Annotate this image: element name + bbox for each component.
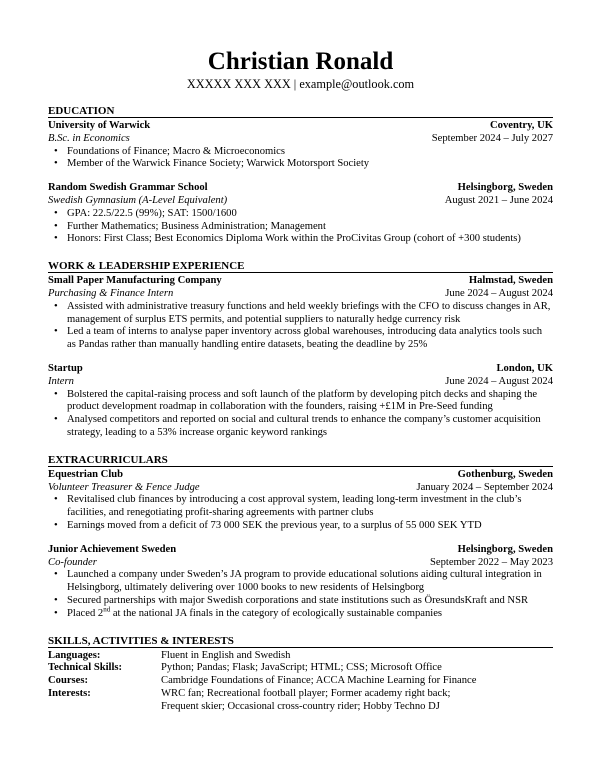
contact-line: XXXXX XXX XXX | example@outlook.com bbox=[186, 77, 415, 91]
skill-label: Technical Skills: bbox=[48, 662, 123, 674]
skill-value: Fluent in English and Swedish bbox=[161, 649, 291, 661]
org-name: Small Paper Manufacturing Company bbox=[48, 275, 222, 287]
education-entry-warwick bbox=[48, 120, 553, 171]
org-location: Helsingborg, Sweden bbox=[457, 543, 553, 555]
list-item: • Member of the Warwick Finance Society; Warwick Motorsport Society bbox=[67, 158, 553, 171]
bullet-list bbox=[48, 389, 553, 440]
section-title-skills: SKILLS, ACTIVITIES & INTERESTS bbox=[48, 635, 553, 648]
org-location: Halmstad, Sweden bbox=[468, 275, 553, 287]
org-name: Startup bbox=[48, 362, 83, 374]
list-item: • GPA: 22.5/22.5 (99%); SAT: 1500/1600 bbox=[67, 208, 553, 221]
list-item: • Analysed competitors and reported on social and cultural trends to enhance the company’s customer acquisition strategy, leading to a 53% increase organic keyword rankings bbox=[67, 414, 553, 440]
org-location: Coventry, UK bbox=[490, 120, 553, 131]
role-title: Intern bbox=[48, 375, 74, 387]
list-item: • Launched a company under Sweden’s JA program to provide educational solutions aiding cultural integration in Helsingborg, ultimately delivering over 1000 books to new residents of Helsingborg bbox=[67, 569, 553, 595]
list-item: • Assisted with administrative treasury functions and held weekly briefings with the CFO to discuss changes in AR, management of surplus ETS permits, and potential suppliers to naturally hedge currency risk bbox=[67, 301, 553, 327]
bullet-list bbox=[48, 208, 553, 246]
skill-value: Cambridge Foundations of Finance; ACCA Machine Learning for Finance bbox=[161, 675, 477, 687]
date-range: January 2024 – September 2024 bbox=[416, 481, 553, 493]
list-item: • Led a team of interns to analyse paper inventory across global warehouses, introducing data analytics tools such as Pandas rather than manually handling entire datasets, beating the deadline by 25% bbox=[67, 326, 553, 352]
bullet-list bbox=[48, 494, 553, 532]
date-range: August 2021 – June 2024 bbox=[444, 194, 553, 206]
skill-value bbox=[161, 688, 553, 714]
list-item: • Earnings moved from a deficit of 73 000 SEK the previous year, to a surplus of 55 000 SEK YTD bbox=[67, 520, 553, 533]
education-entry-grammar-school bbox=[48, 182, 553, 246]
extracurricular-entry-junior-achievement bbox=[48, 544, 553, 621]
list-item bbox=[67, 605, 553, 621]
list-item: • Honors: First Class; Best Economics Diploma Work within the ProCivitas Group (cohort of +300 students) bbox=[67, 233, 553, 246]
role-title: Swedish Gymnasium (A-Level Equivalent) bbox=[48, 194, 228, 206]
role-title: Volunteer Treasurer & Fence Judge bbox=[48, 481, 200, 493]
list-item: • Foundations of Finance; Macro & Microeconomics bbox=[67, 146, 553, 159]
role-title: Purchasing & Finance Intern bbox=[48, 287, 174, 299]
skill-row-interests bbox=[48, 688, 553, 714]
org-location: Helsingborg, Sweden bbox=[457, 182, 553, 194]
skill-value-line: WRC fan; Recreational football player; Former academy right back; bbox=[161, 687, 451, 699]
list-item: • Secured partnerships with major Swedish corporations and state institutions such as ÖresundsKraft and NSR bbox=[67, 595, 553, 608]
skill-row-languages bbox=[48, 650, 553, 663]
skill-row-technical bbox=[48, 662, 553, 675]
resume-page bbox=[48, 48, 553, 713]
placed-text: Placed 2 bbox=[67, 607, 104, 619]
skill-row-courses bbox=[48, 675, 553, 688]
candidate-name: Christian Ronald bbox=[207, 48, 394, 75]
org-name: Junior Achievement Sweden bbox=[48, 543, 177, 555]
list-item: • Revitalised club finances by introducing a cost approval system, leading long-term investment in the club’s facilities, and renegotiating profit-sharing agreements with partner clubs bbox=[67, 494, 553, 520]
list-item: • Further Mathematics; Business Administration; Management bbox=[67, 221, 553, 234]
skills-table bbox=[48, 650, 553, 714]
org-name: University of Warwick bbox=[48, 120, 151, 131]
skill-label: Interests: bbox=[48, 687, 91, 699]
org-location: Gothenburg, Sweden bbox=[457, 468, 553, 480]
org-name: Random Swedish Grammar School bbox=[48, 182, 208, 194]
bullet-list bbox=[48, 569, 553, 620]
experience-entry-startup bbox=[48, 363, 553, 440]
date-range: June 2024 – August 2024 bbox=[445, 375, 553, 387]
bullet-list bbox=[48, 146, 553, 172]
bullet-list bbox=[48, 301, 553, 352]
placed-text-rest: at the national JA finals in the category of ecologically sustainable companies bbox=[110, 607, 443, 619]
ordinal-suffix: nd bbox=[103, 605, 111, 614]
skill-label: Languages: bbox=[48, 649, 101, 661]
section-title-extracurriculars: EXTRACURRICULARS bbox=[48, 454, 553, 467]
date-range: September 2022 – May 2023 bbox=[430, 556, 553, 568]
list-item: • Bolstered the capital-raising process and soft launch of the platform by developing pitch decks and shaping the product development roadmap in collaboration with the founders, raising +£1M in Pre-Seed funding bbox=[67, 389, 553, 415]
skill-value: Python; Pandas; Flask; JavaScript; HTML; CSS; Microsoft Office bbox=[161, 662, 442, 674]
date-range: September 2024 – July 2027 bbox=[431, 132, 553, 144]
section-title-experience: WORK & LEADERSHIP EXPERIENCE bbox=[48, 260, 553, 273]
skill-label: Courses: bbox=[48, 675, 89, 687]
skill-value-line: Frequent skier; Occasional cross-country rider; Hobby Techno DJ bbox=[161, 700, 440, 712]
experience-entry-paper-company bbox=[48, 275, 553, 352]
role-title: Co-founder bbox=[48, 556, 97, 568]
org-location: London, UK bbox=[496, 362, 553, 374]
org-name: Equestrian Club bbox=[48, 468, 124, 480]
role-title: B.Sc. in Economics bbox=[48, 132, 130, 144]
section-title-education: EDUCATION bbox=[48, 105, 553, 118]
extracurricular-entry-equestrian bbox=[48, 469, 553, 533]
date-range: June 2024 – August 2024 bbox=[445, 287, 553, 299]
